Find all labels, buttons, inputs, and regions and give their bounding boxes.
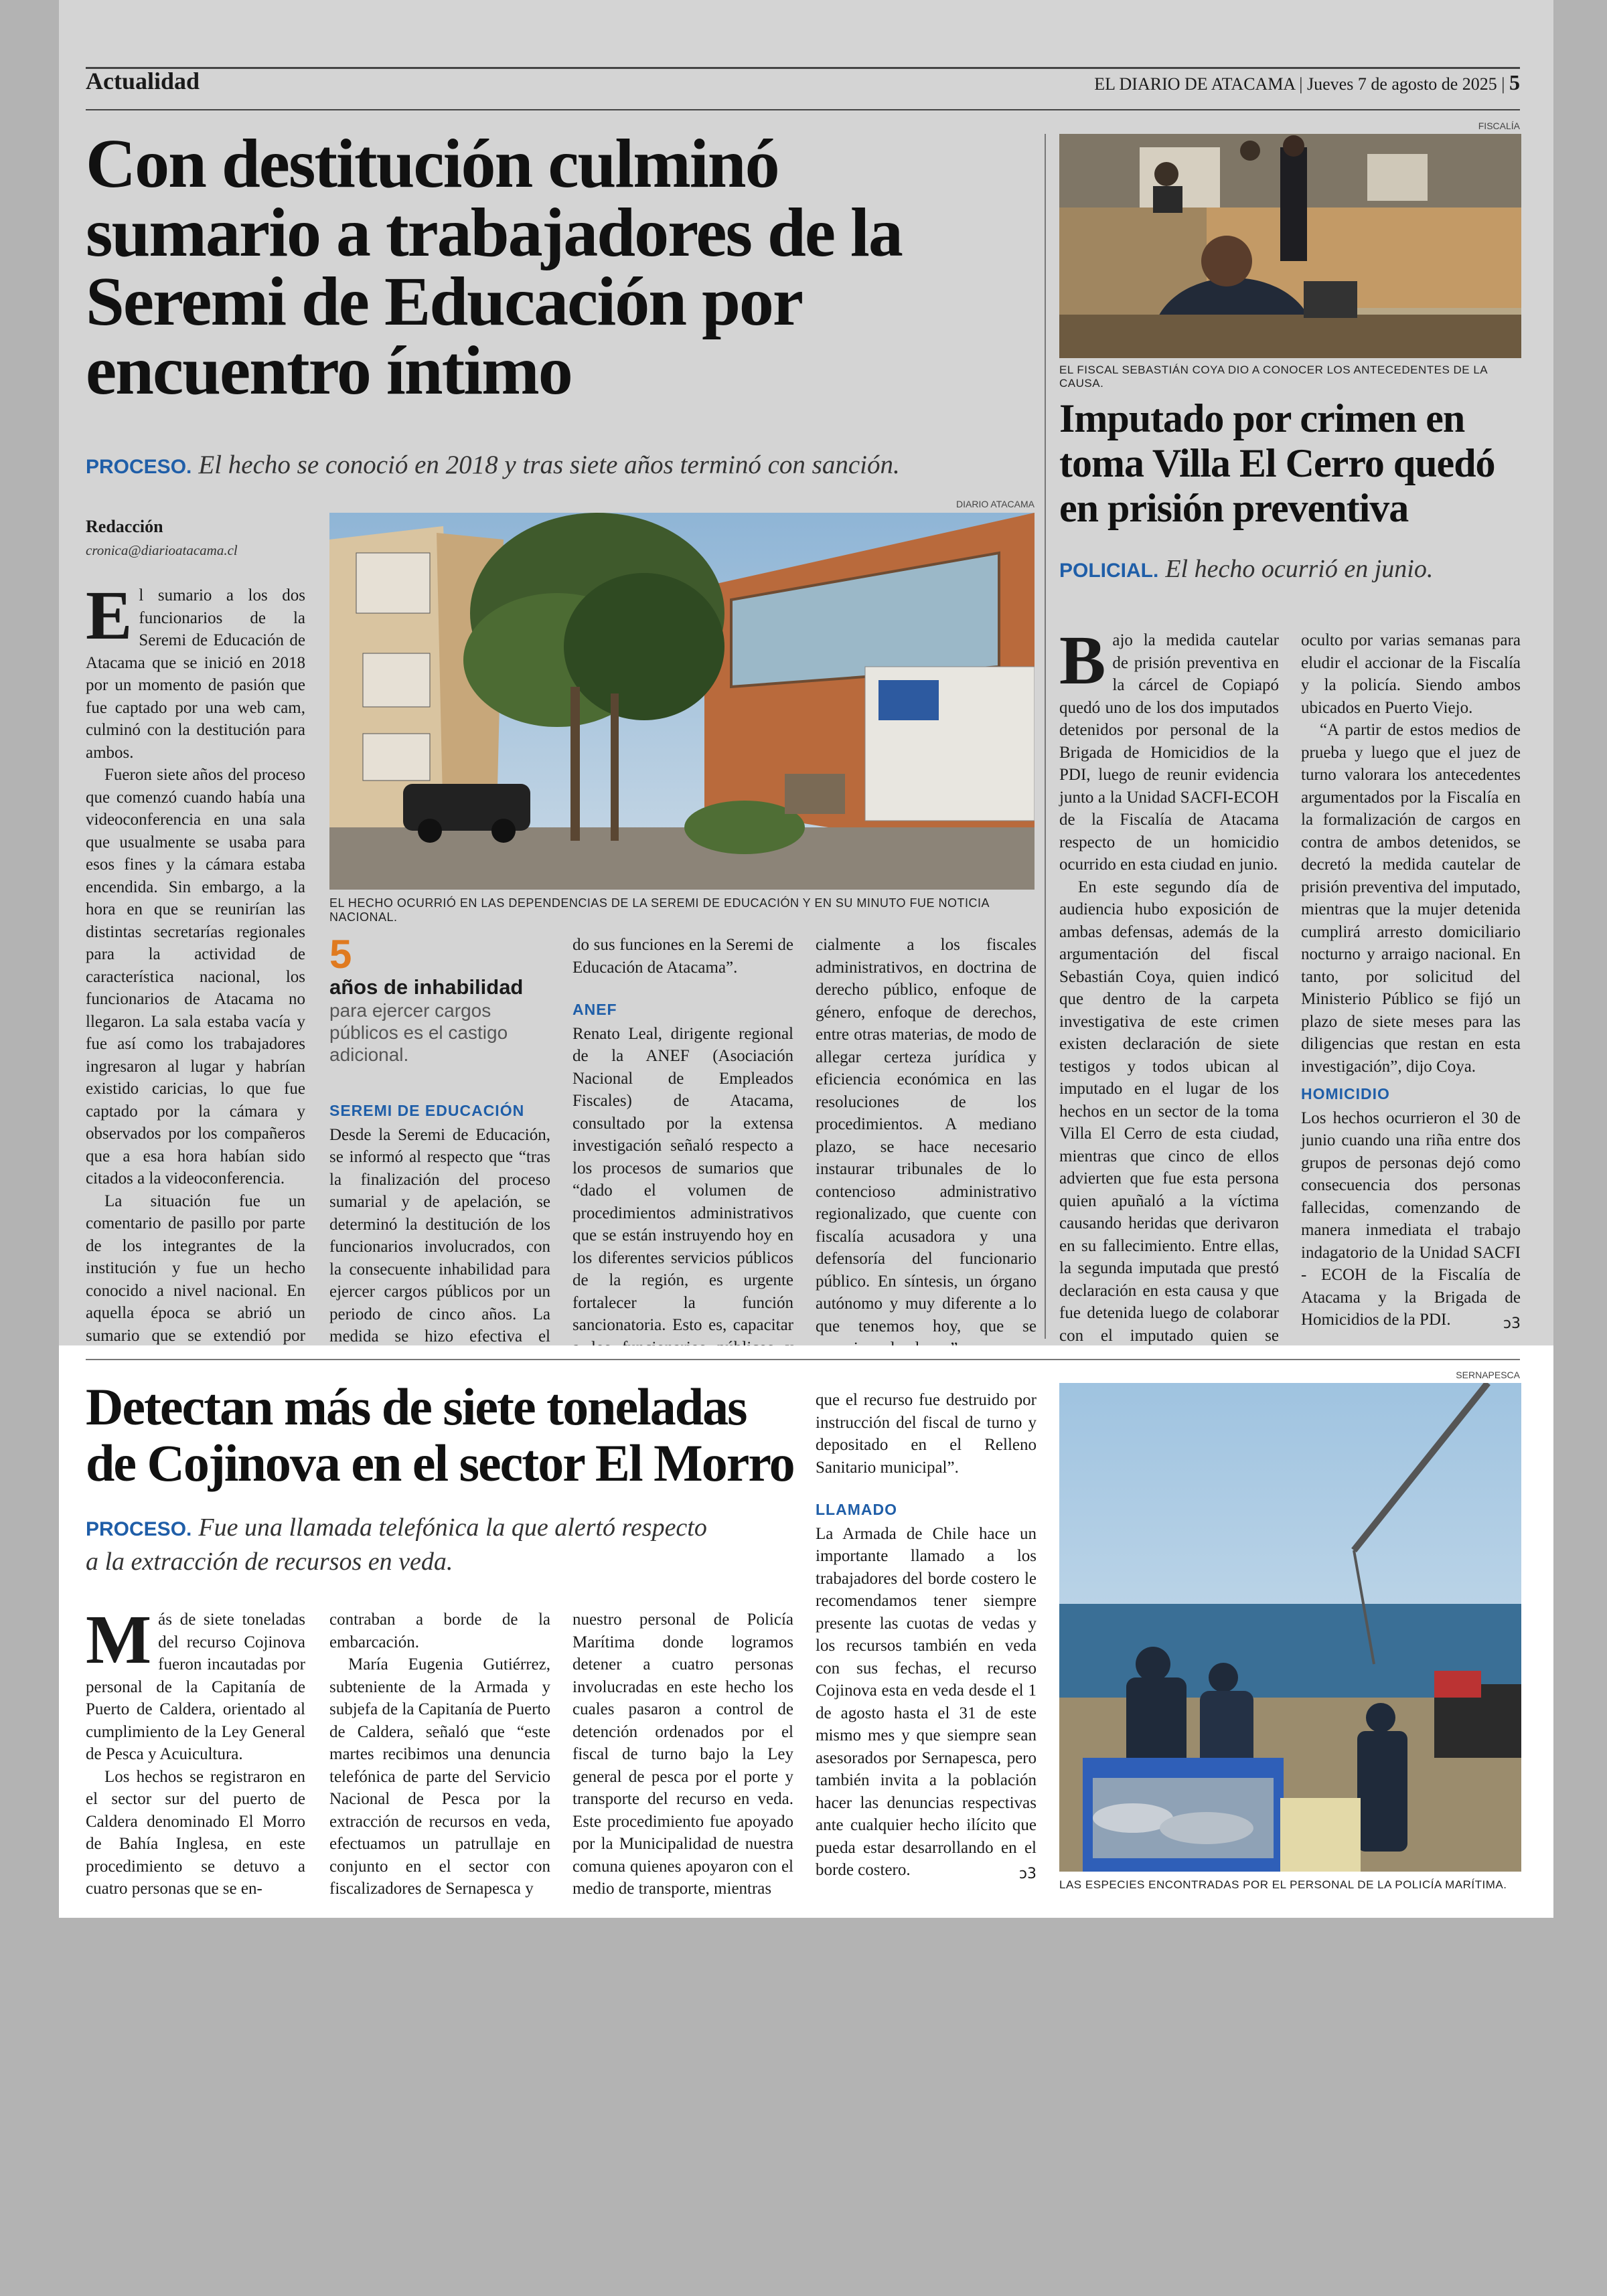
article2-column-1 [1059,622,1279,1370]
paragraph: María Eugenia Gutiérrez, subteniente de la Armada y subjefa de la Capitanía de Puerto de Caldera, señaló que “este martes recibimos una denuncia telefónica de parte del Servicio Nacional de Pesca por la extracción de recursos en veda, efectuamos un patrullaje en conjunto en el sector con fiscalizadores de Sernapesca y [329,1655,550,1898]
page-number: 5 [1509,70,1520,94]
courtroom-illustration [1059,134,1521,358]
kicker-label: POLICIAL. [1059,560,1159,582]
byline-email: cronica@diarioatacama.cl [86,542,238,558]
paragraph: contraban a borde de la embarcación. [329,1611,550,1651]
article1-column-1 [86,577,305,1370]
cojinova-seizure-photo [1059,1383,1521,1872]
paragraph: Fueron siete años del proceso que comenzó cuando había una videoconferencia en una sala que usualmente se usaba para esos fines y la cámara estaba encendida. Sin embargo, a la hora en que se reunirían las distintas secretarías regionales para la actividad de característica nacional, los funcionarios de Atacama no llegaron. La sala estaba vacía y fue así como los trabajadores ingresaron al lugar y habrían existido caricias, lo que fue captado por la cámara y observados por los compañeros que a esa hora habían sido citados a la videoconferencia. [86,766,305,1187]
header-bottom-rule [86,109,1520,110]
section-label: Actualidad [86,68,200,94]
subhead: SEREMI DE EDUCACIÓN [329,1102,525,1119]
newspaper-name: EL DIARIO DE ATACAMA [1094,74,1295,94]
paragraph: ás de siete toneladas del recurso Cojinova fueron incautadas por personal de la Capitanía de Puerto de Caldera, orientado al cumplimiento de la Ley General de Pesca y Acuicultura. [86,1611,305,1763]
paragraph: La situación fue un comentario de pasillo por parte de los integrantes de la institución y fue un hecho conocido a nivel nacional. En aquella época se abrió un sumario que se extendió por [86,1192,305,1345]
paragraph: Los hechos se registraron en el sector sur del puerto de Caldera denominado El Morro de Bahía Inglesa, en este procedimiento se detuvo a cuatro personas que se en- [86,1767,305,1898]
kicker-text: Fue una llamada telefónica la que alertó respecto [198,1513,707,1542]
paragraph: En este segundo día de audiencia hubo exposición de ambas defensas, además de la argumentación del fiscal Sebastián Coya, quien indicó que dentro de la carpeta investigativa de este crimen existen declaración de siete testigos y todos ubican al imputado en el lugar de los hechos en un sector de la toma Villa El Cerro de esta ciudad, mientras que cinco de ellos advierten que fue esta persona quien apuñaló a la víctima causando heridas que derivaron en su fallecimiento. Entre ellas, la segunda imputada que prestó declaración en esta causa y que fue detenida luego de colaborar con el imputado quien se [1059,878,1279,1345]
paragraph: do sus funciones en la Seremi de Educación de Atacama”. [572,936,793,977]
kicker-label: PROCESO. [86,456,192,478]
article1-column-2 [329,1094,550,1370]
headline-line: de Cojinova en el sector El Morro [86,1434,794,1492]
port-illustration [1059,1383,1521,1872]
paragraph: nuestro personal de Policía Marítima donde logramos detener a cuatro personas involucradas en este hecho los cuales pasaron a control de detención ordenados por el fiscal de turno bajo la Ley general de pesca por el porte y transporte del recurso en veda. Este procedimiento fue apoyado por la Municipalidad de nuestra comuna quienes apoyaron con el medio de transporte, mientras [572,1611,793,1898]
panel-top-rule [86,1359,1520,1360]
paragraph: oculto por varias semanas para eludir el accionar de la Fiscalía y la policía. Siendo ambos ubicados en Puerto Viejo. [1301,631,1521,717]
article2-headline [1059,396,1528,531]
photo-caption: EL FISCAL SEBASTIÁN COYA DIO A CONOCER LOS ANTECEDENTES DE LA CAUSA. [1059,363,1488,390]
kicker-text: El hecho ocurrió en junio. [1165,555,1434,583]
headline-line: Seremi de Educación por [86,263,803,340]
end-mark: ↄ3 [1018,1865,1037,1882]
headline-line: Detectan más de siete toneladas [86,1378,747,1436]
factbox-title: años de inhabilidad [329,975,524,999]
article2-column-2 [1301,629,1521,1335]
paragraph: Renato Leal, dirigente regional de la ANEF (Asociación Nacional de Empleados Fiscales) de Atacama, consultado por la extensa investigación señaló respecto a los procesos de sumarios que “dado el volumen de procedimientos administrativos que se están instruyendo hoy en los diferentes servicios públicos de la región, es urgente fortalecer la función sancionatoria. Esto es, capacitar [572,1024,793,1334]
paragraph: que el recurso fue destruido por instrucción del fiscal de turno y depositado en el Relleno Sanitario municipal”. [816,1391,1037,1477]
seremi-building-photo [329,513,1035,890]
photo-credit: SERNAPESCA [1456,1370,1520,1380]
article1-column-3 [572,934,793,1382]
kicker-text: a la extracción de recursos en veda. [86,1548,453,1576]
subhead: LLAMADO [816,1501,897,1518]
photo-caption: EL HECHO OCURRIÓ EN LAS DEPENDENCIAS DE LA SEREMI DE EDUCACIÓN Y EN SU MINUTO FUE NOTICIA NACIONAL. [329,896,990,924]
paragraph: Los hechos ocurrieron el 30 de junio cuando una riña entre dos grupos de personas dejó como consecuencia dos personas fallecidas, comenzando de manera inmediata el trabajo indagatorio de la Unidad SACFI - ECOH de la Fiscalía de Atacama y la Brigada de Homicidios de la PDI. [1301,1109,1521,1329]
article3-column-4 [816,1389,1037,1885]
article2-kicker [1059,554,1433,584]
paragraph: ajo la medida cautelar de prisión preventiva en la cárcel de Copiapó quedó uno de los dos imputados detenidos por personal de la Brigada de Homicidios de la PDI, luego de reunir evidencia junto a la Unidad SACFI-ECOH de la Fiscalía de Atacama respecto de un homicidio ocurrido en esta ciudad en junio. [1059,631,1279,874]
headline-line: sumario a trabajadores de la [86,194,902,271]
article3-kicker [86,1511,707,1578]
kicker-text: El hecho se conoció en 2018 y tras siete años terminó con sanción. [198,450,900,479]
factbox-number: 5 [329,932,352,977]
drop-cap: B [1059,622,1106,699]
paragraph: l sumario a los dos funcionarios de la Seremi de Educación de Atacama que se inició en 2018 por un momento de pasión que fue captado por una web cam, culminó con la destitución para ambos. [86,586,305,762]
column-divider [1045,134,1046,1339]
article1-column-4 [816,934,1037,1364]
headline-line: en prisión preventiva [1059,486,1409,530]
subhead: ANEF [572,1001,617,1018]
factbox [329,934,550,1066]
byline: Redacción [86,517,163,536]
article3-column-3 [572,1609,793,1900]
article1-kicker [86,450,900,480]
issue-date: Jueves 7 de agosto de 2025 [1307,74,1497,94]
publication-info: EL DIARIO DE ATACAMA | Jueves 7 de agosto de 2025 | 5 [1094,70,1520,94]
paragraph: “A partir de estos medios de prueba y luego que el juez de turno valorara los antecedentes argumentados por la Fiscalía en la formalización de cargos en contra de ambos detenidos, se decretó la medida cautelar de prisión preventiva del imputado, mientras que la mujer detenida cumplirá arresto domiciliario nocturno y arraigo nacional. En tanto, por solicitud del Ministerio Público se fijó un plazo de siete meses para las diligencias que restan en esta investigación”, dijo Coya. [1301,721,1521,1076]
headline-line: encuentro íntimo [86,332,572,409]
factbox-text: para ejercer cargos públicos es el castigo adicional. [329,1000,508,1065]
article1-headline [86,125,1037,409]
drop-cap: E [86,577,133,654]
article3-column-1 [86,1601,305,1900]
headline-line: Imputado por crimen en [1059,396,1465,440]
end-mark: ↄ3 [1503,1315,1521,1332]
header-top-rule [86,67,1520,69]
article3-column-2 [329,1609,550,1900]
fiscal-courtroom-photo [1059,134,1521,358]
kicker-label: PROCESO. [86,1518,192,1540]
paragraph: cialmente a los fiscales administrativos, en doctrina de derecho público, enfoque de género, enfoque de derechos, entre otras materias, de modo de allegar certeza jurídica y eficiencia económica en las resoluciones de los procedimientos. A mediano plazo, se hace necesario instaurar tribunales de lo contencioso administrativo regionalizado, que cuente con fiscalía acusadora y una defensoría del funcionario público. En síntesis, un órgano autónomo y muy diferente a lo que tenemos hoy, que se [816,936,1037,1335]
subhead: HOMICIDIO [1301,1085,1390,1102]
headline-line: toma Villa El Cerro quedó [1059,441,1495,485]
paragraph: Desde la Seremi de Educación, se informó al respecto que “tras la finalización del proceso sumarial y de apelación, se determinó la destitución de los funcionarios involucrados, con la consecuente inhabilidad para ejercer cargos públicos por un periodo de cinco años. La medida se hizo efectiva el [329,1125,550,1345]
article3-headline [86,1379,795,1491]
drop-cap: M [86,1601,152,1678]
photo-credit: FISCALÍA [1478,120,1520,131]
headline-line: Con destitución culminó [86,125,779,202]
photo-credit: DIARIO ATACAMA [956,499,1035,509]
paragraph: La Armada de Chile hace un importante llamado a los trabajadores del borde costero le recomendamos tener siempre presente las cuotas de vedas y los recursos también en veda con sus fechas, el recurso Cojinova esta en veda desde el 1 de agosto hasta el 31 de este mismo mes y que siempre sean asesorados por Sernapesca, pero también invita a la población hacer las denuncias respectivas ante cualquier hecho ilícito que pueda estar desarrollando en el borde costero. [816,1524,1037,1879]
photo-caption: LAS ESPECIES ENCONTRADAS POR EL PERSONAL DE LA POLICÍA MARÍTIMA. [1059,1878,1507,1891]
building-illustration [329,513,1035,890]
